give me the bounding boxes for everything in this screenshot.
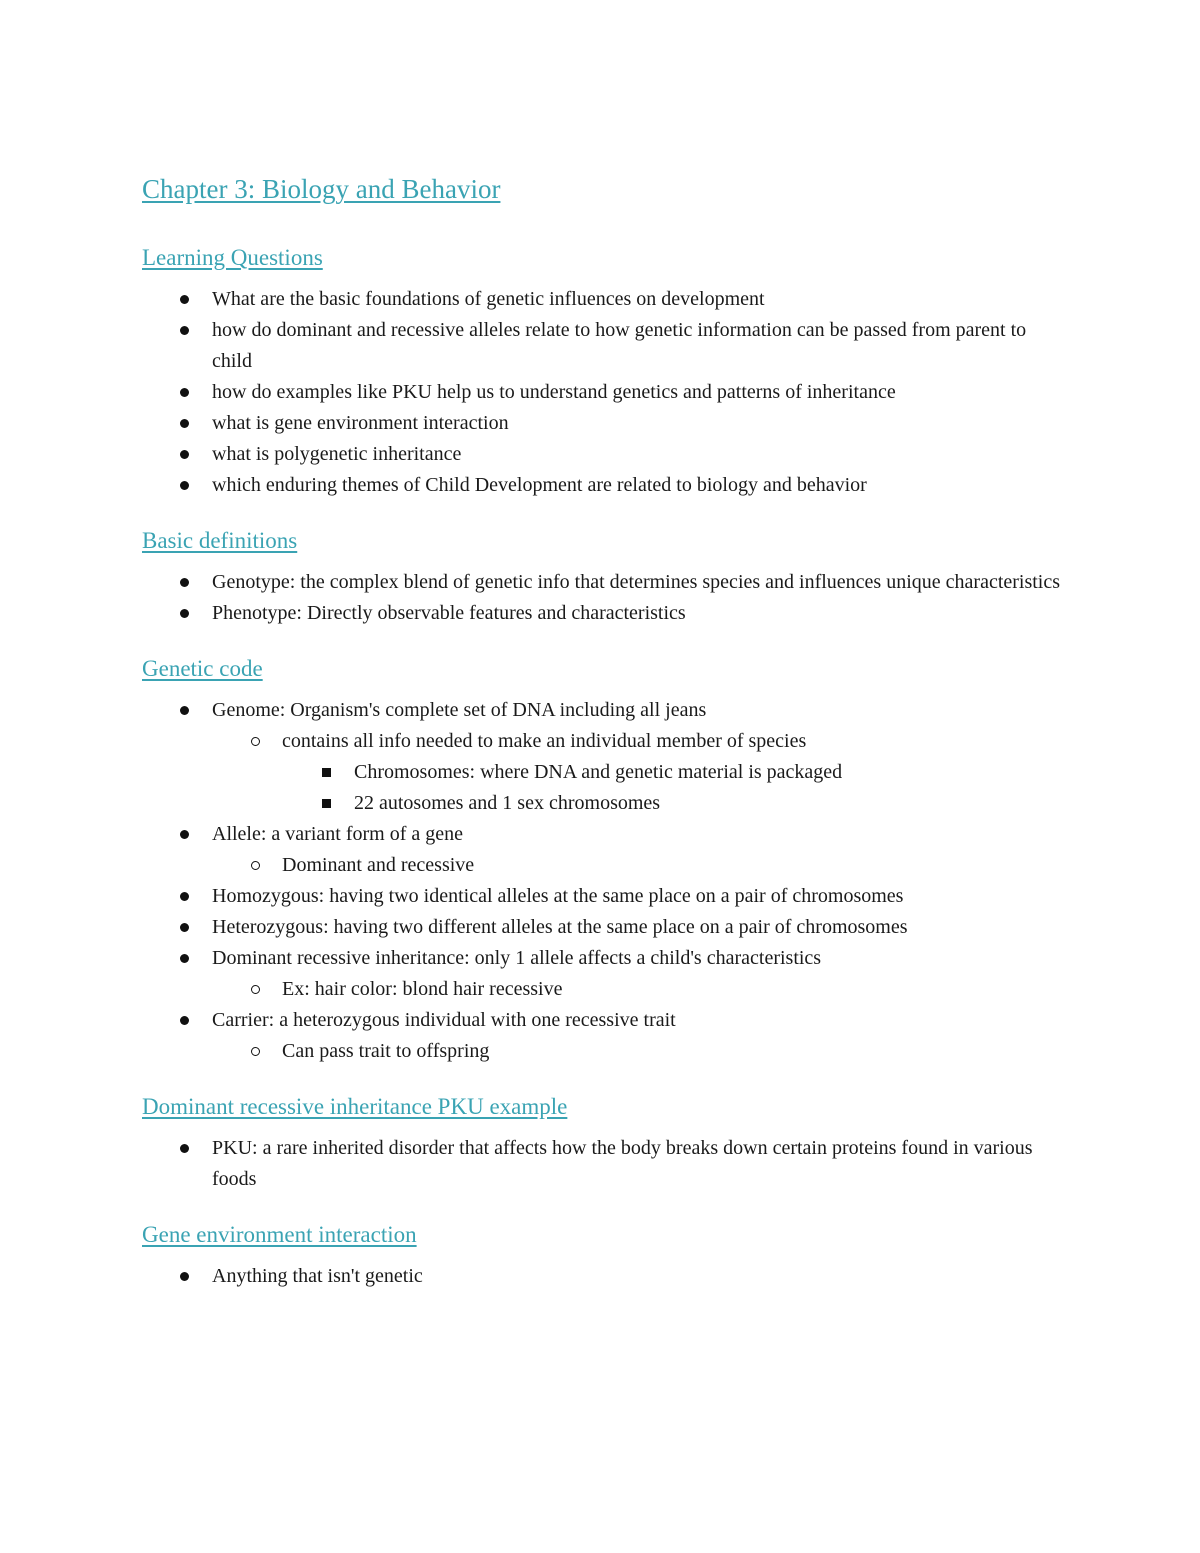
- bullet-square-icon: [322, 768, 331, 777]
- list-item-text: Heterozygous: having two different alleles at the same place on a pair of chromosomes: [212, 916, 908, 938]
- list-item-text: Homozygous: having two identical alleles at the same place on a pair of chromosomes: [212, 885, 904, 907]
- section-heading: Basic definitions: [142, 528, 298, 553]
- list-item: [142, 408, 1062, 439]
- list-item-text: Allele: a variant form of a gene: [212, 823, 463, 845]
- list-item: [142, 315, 1062, 377]
- sections-container: [142, 242, 1062, 1292]
- list-item: [142, 1005, 1062, 1036]
- list-item: [142, 726, 1062, 757]
- bullet-list: [142, 1133, 1062, 1195]
- bullet-dot-icon: [180, 388, 189, 397]
- section: [142, 1219, 1062, 1292]
- section: [142, 525, 1062, 629]
- list-item-text: what is polygenetic inheritance: [212, 443, 462, 465]
- list-item-text: What are the basic foundations of genetic influences on development: [212, 288, 765, 310]
- list-item: [142, 757, 1062, 788]
- list-item: [142, 881, 1062, 912]
- bullet-dot-icon: [180, 481, 189, 490]
- bullet-square-icon: [322, 799, 331, 808]
- list-item-text: Anything that isn't genetic: [212, 1265, 423, 1287]
- bullet-list: [142, 284, 1062, 501]
- list-item: [142, 1036, 1062, 1067]
- list-item: [142, 912, 1062, 943]
- bullet-list: [142, 695, 1062, 1067]
- bullet-dot-icon: [180, 326, 189, 335]
- section: [142, 653, 1062, 1067]
- bullet-circle-icon: [251, 1047, 260, 1056]
- bullet-dot-icon: [180, 578, 189, 587]
- list-item: [142, 439, 1062, 470]
- bullet-circle-icon: [251, 861, 260, 870]
- list-item-text: which enduring themes of Child Development are related to biology and behavior: [212, 474, 867, 496]
- list-item: [142, 284, 1062, 315]
- bullet-list: [142, 567, 1062, 629]
- bullet-dot-icon: [180, 923, 189, 932]
- document-content: [142, 170, 1062, 1316]
- bullet-dot-icon: [180, 830, 189, 839]
- section: [142, 1091, 1062, 1195]
- list-item: [142, 819, 1062, 850]
- list-item-text: how do dominant and recessive alleles relate to how genetic information can be passed from parent to child: [212, 319, 1027, 372]
- page-title: Chapter 3: Biology and Behavior: [142, 174, 501, 204]
- list-item-text: how do examples like PKU help us to understand genetics and patterns of inheritance: [212, 381, 896, 403]
- list-item-text: Chromosomes: where DNA and genetic material is packaged: [354, 761, 843, 783]
- list-item: [142, 695, 1062, 726]
- list-item: [142, 943, 1062, 974]
- list-item-text: Can pass trait to offspring: [282, 1040, 490, 1062]
- bullet-list: [142, 1261, 1062, 1292]
- bullet-dot-icon: [180, 954, 189, 963]
- list-item-text: Dominant and recessive: [282, 854, 475, 876]
- list-item-text: Genome: Organism's complete set of DNA including all jeans: [212, 699, 707, 721]
- list-item-text: Phenotype: Directly observable features and characteristics: [212, 602, 686, 624]
- list-item: [142, 567, 1062, 598]
- list-item: [142, 974, 1062, 1005]
- bullet-dot-icon: [180, 419, 189, 428]
- bullet-dot-icon: [180, 1144, 189, 1153]
- list-item-text: contains all info needed to make an individual member of species: [282, 730, 807, 752]
- list-item-text: Genotype: the complex blend of genetic info that determines species and influences unique characteristics: [212, 571, 1061, 593]
- section-heading: Dominant recessive inheritance PKU example: [142, 1094, 568, 1119]
- list-item-text: Carrier: a heterozygous individual with one recessive trait: [212, 1009, 676, 1031]
- list-item: [142, 470, 1062, 501]
- bullet-circle-icon: [251, 985, 260, 994]
- list-item-text: 22 autosomes and 1 sex chromosomes: [354, 792, 661, 814]
- list-item-text: what is gene environment interaction: [212, 412, 509, 434]
- list-item: [142, 377, 1062, 408]
- bullet-dot-icon: [180, 1272, 189, 1281]
- section-heading: Genetic code: [142, 656, 263, 681]
- list-item-text: Dominant recessive inheritance: only 1 allele affects a child's characteristics: [212, 947, 822, 969]
- bullet-dot-icon: [180, 295, 189, 304]
- bullet-dot-icon: [180, 892, 189, 901]
- bullet-dot-icon: [180, 1016, 189, 1025]
- section-heading: Gene environment interaction: [142, 1222, 417, 1247]
- section: [142, 242, 1062, 501]
- bullet-circle-icon: [251, 737, 260, 746]
- list-item: [142, 850, 1062, 881]
- list-item: [142, 598, 1062, 629]
- list-item: [142, 788, 1062, 819]
- list-item: [142, 1133, 1062, 1195]
- list-item: [142, 1261, 1062, 1292]
- list-item-text: PKU: a rare inherited disorder that affects how the body breaks down certain proteins found in various foods: [212, 1137, 1033, 1190]
- bullet-dot-icon: [180, 450, 189, 459]
- list-item-text: Ex: hair color: blond hair recessive: [282, 978, 563, 1000]
- bullet-dot-icon: [180, 609, 189, 618]
- bullet-dot-icon: [180, 706, 189, 715]
- section-heading: Learning Questions: [142, 245, 323, 270]
